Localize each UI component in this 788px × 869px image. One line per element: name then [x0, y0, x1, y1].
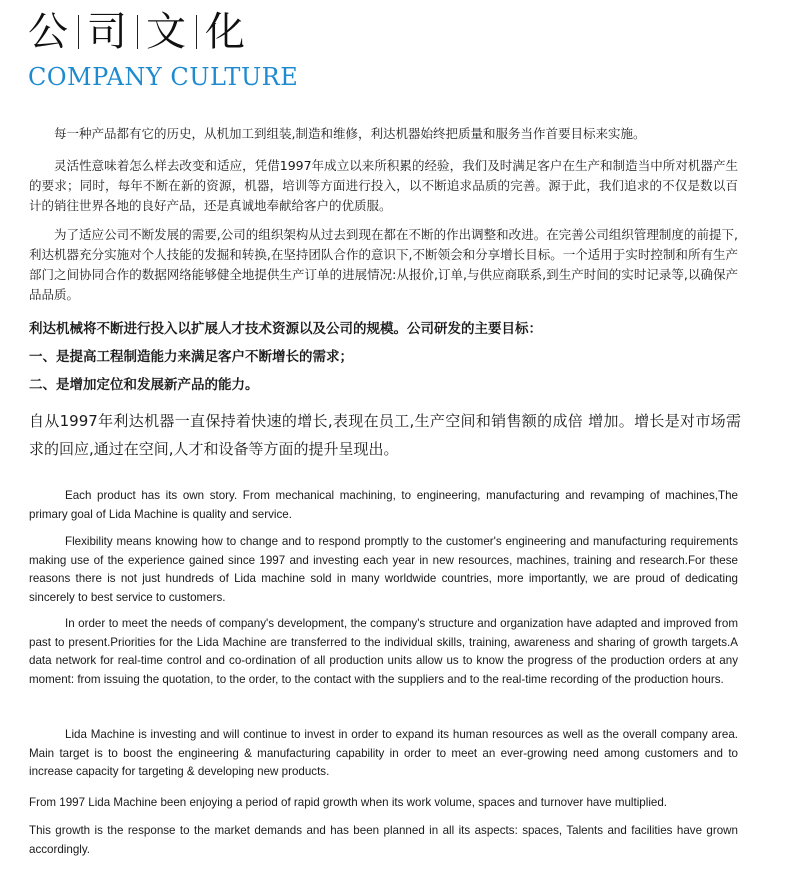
page-title-english: COMPANY CULTURE [28, 63, 299, 91]
en-paragraph-4: Lida Machine is investing and will continue to invest in order to expand its human resources as well as the overall company area. Main target is to boost the engineering & manufacturing capability in order to meet an ever-growing need among customers and to increase capacity for targeting & developing new products. [29, 728, 738, 778]
cn-bold-heading: 利达机械将不断进行投入以扩展人才技术资源以及公司的规模。公司研发的主要目标： [29, 321, 542, 337]
title-char: 文 [146, 9, 188, 55]
en-paragraph-1: Each product has its own story. From mechanical machining, to engineering, manufacturing and revamping of machines,The primary goal of Lida Machine is quality and service. [29, 489, 738, 521]
title-divider [137, 15, 138, 49]
en-paragraph-5: From 1997 Lida Machine been enjoying a period of rapid growth when its work volume, spaces and turnover have multiplied. [29, 796, 668, 809]
en-paragraph-3: In order to meet the needs of company's development, the company's structure and organization have adapted and improved from past to present.Priorities for the Lida Machine are transferred to the individual skills, training, awareness and sharing of growth targets.A data network for real-time control and co-ordination of all production units allow us to know the progress of the production orders at any moment: from issuing the quotation, to the order, to the contact with the suppliers and to the real-time recording of the production hours. [29, 617, 738, 686]
cn-bold-goal-1: 一、是提高工程制造能力来满足客户不断增长的需求； [29, 349, 353, 365]
title-divider [78, 15, 79, 49]
cn-paragraph-3: 为了适应公司不断发展的需要,公司的组织架构从过去到现在都在不断的作出调整和改进。在完善公司组织管理制度的前提下,利达机器充分实施对个人技能的发掘和转换,在坚持团队合作的意识下,不断领会和分享增长目标。一个适用于实时控制和所有生产部门之间协同合作的数据网络能够健全地提供生产订单的进展情况:从报价,订单,与供应商联系,到生产时间的实时记录等,以确保产品品质。 [29, 227, 738, 302]
cn-growth-paragraph: 自从1997年利达机器一直保持着快速的增长,表现在员工,生产空间和销售额的成倍 增加。增长是对市场需求的回应,通过在空间,人才和设备等方面的提升呈现出。 [29, 412, 741, 458]
title-divider [196, 15, 197, 49]
cn-bold-goal-2: 二、是增加定位和发展新产品的能力。 [29, 377, 259, 393]
title-char: 化 [205, 9, 247, 55]
cn-paragraph-1: 每一种产品都有它的历史，从机加工到组装,制造和维修，利达机器始终把质量和服务当作首要目标来实施。 [54, 126, 646, 141]
title-char: 公 [28, 9, 70, 55]
cn-paragraph-2: 灵活性意味着怎么样去改变和适应，凭借1997年成立以来所积累的经验，我们及时满足客户在生产和制造当中所对机器产生的要求；同时，每年不断在新的资源，机器，培训等方面进行投入，以不断追求品质的完善。源于此，我们追求的不仅是数以百计的销往世界各地的良好产品，还是真诚地奉献给客户的优质服。 [29, 158, 738, 213]
en-paragraph-2: Flexibility means knowing how to change and to respond promptly to the customer's engineering and manufacturing requirements making use of the experience gained since 1997 and investing each year in new resources, machines, training and research.For these reasons there is not just hundreds of Lida machine sold in many worldwide countries, more importantly, we are proud of dedicating sincerely to best service to customers. [29, 535, 738, 604]
en-paragraph-6: This growth is the response to the market demands and has been planned in all its aspects: spaces, Talents and facilities have grown accordingly. [29, 824, 738, 856]
title-char: 司 [87, 9, 129, 55]
page-title-chinese [28, 6, 247, 58]
